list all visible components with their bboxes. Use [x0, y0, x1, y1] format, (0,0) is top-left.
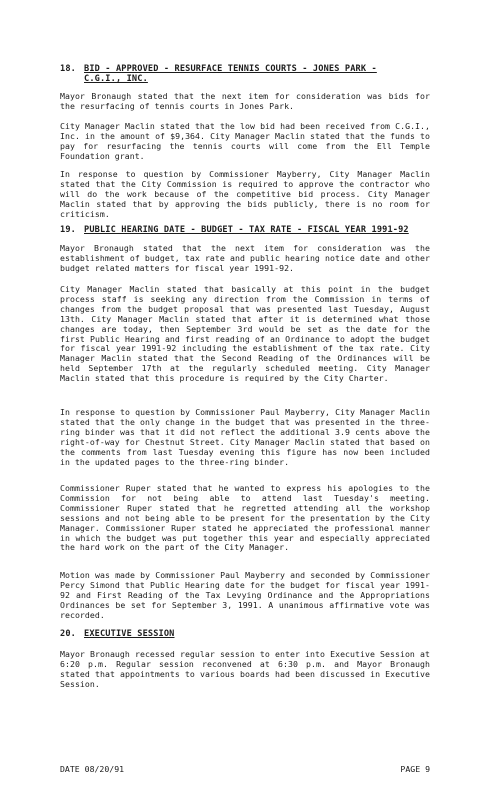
section-heading-20 — [60, 629, 175, 639]
footer-page-number: PAGE 9 — [400, 764, 430, 774]
section-title: BID - APPROVED - RESURFACE TENNIS COURTS - JONES PARK - — [84, 64, 377, 74]
paragraph: Mayor Bronaugh stated that the next item for consideration was bids for the resurfacing of tennis courts in Jones Park. — [60, 91, 430, 111]
section-number: 19. — [60, 225, 76, 235]
section-number: 18. — [60, 64, 76, 74]
section-title-continued: C.G.I., INC. — [84, 74, 148, 84]
paragraph: In response to question by Commissioner Mayberry, City Manager Maclin stated that the City Commission is required to approve the contractor who will do the work because of the competitive bid process. City Manager Maclin stated that by approving the bids publicly, there is no room for criticism. — [60, 169, 430, 219]
section-number: 20. — [60, 629, 76, 639]
section-title: PUBLIC HEARING DATE - BUDGET - TAX RATE - FISCAL YEAR 1991-92 — [84, 225, 409, 235]
section-title: EXECUTIVE SESSION — [84, 629, 175, 639]
paragraph: In response to question by Commissioner Paul Mayberry, City Manager Maclin stated that the only change in the budget that was presented in the three-ring binder was that it did not reflect the additional 3.9 cents above the right-of-way for Chestnut Street. City Manager Maclin stated that based on the comments from last Tuesday evening this figure has now been included in the updated pages to the three-ring binder. — [60, 407, 430, 467]
paragraph: Mayor Bronaugh stated that the next item for consideration was the establishment of budget, tax rate and public hearing notice date and other budget related matters for fiscal year 1991-92. — [60, 243, 430, 273]
paragraph: City Manager Maclin stated that the low bid had been received from C.G.I., Inc. in the amount of $9,364. City Manager Maclin stated that the funds to pay for resurfacing the tennis courts will come from the Ell Temple Foundation grant. — [60, 121, 430, 161]
page-footer — [60, 764, 430, 774]
paragraph: City Manager Maclin stated that basically at this point in the budget process staff is seeking any direction from the Commission in terms of changes from the budget proposal that was presented last Tuesday, August 13th. City Manager Maclin stated that after it is determined what those changes are today, then September 3rd would be set as the date for the first Public Hearing and first reading of an Ordinance to adopt the budget for fiscal year 1991-92 including the establishment of the tax rate. City Manager Maclin stated that the Second Reading of the Ordinances will be held September 17th at the regularly scheduled meeting. City Manager Maclin stated that this procedure is required by the City Charter. — [60, 284, 430, 384]
paragraph: Motion was made by Commissioner Paul Mayberry and seconded by Commissioner Percy Simond that Public Hearing date for the budget for fiscal year 1991-92 and First Reading of the Tax Levying Ordinance and the Appropriations Ordinances be set for September 3, 1991. A unanimous affirmative vote was recorded. — [60, 570, 430, 620]
paragraph: Commissioner Ruper stated that he wanted to express his apologies to the Commission for not being able to attend last Tuesday's meeting. Commissioner Ruper stated that he regretted attending all the workshop sessions and not being able to be present for the presentation by the City Manager. Commissioner Ruper stated he appreciated the professional manner in which the budget was put together this year and especially appreciated the hard work on the part of the City Manager. — [60, 483, 430, 553]
section-heading-18 — [60, 64, 377, 84]
paragraph: Mayor Bronaugh recessed regular session to enter into Executive Session at 6:20 p.m. Regular session reconvened at 6:30 p.m. and Mayor Bronaugh stated that appointments to various boards had been discussed in Executive Session. — [60, 649, 430, 689]
section-heading-19 — [60, 225, 409, 235]
footer-date: DATE 08/20/91 — [60, 764, 125, 774]
